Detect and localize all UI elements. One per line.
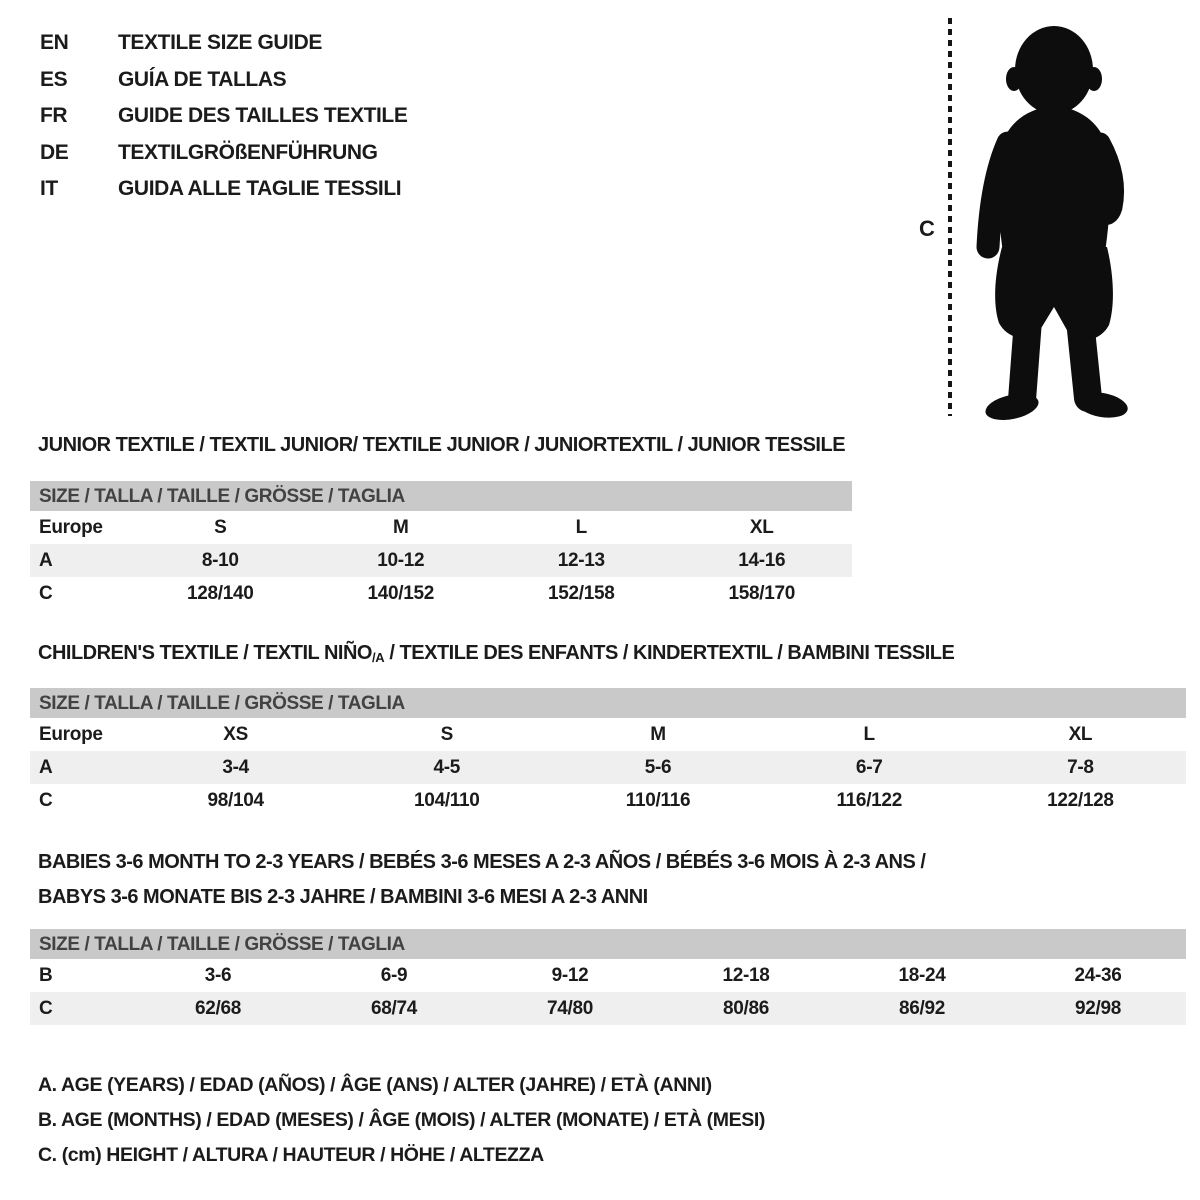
lang-label: GUIDA ALLE TAGLIE TESSILI: [118, 177, 402, 200]
row-label: A: [39, 550, 53, 571]
junior-size-table: [30, 481, 852, 610]
baby-silhouette-icon: [965, 15, 1147, 425]
table-row-height: [30, 577, 852, 610]
table-cell: 116/122: [836, 790, 902, 811]
size-header-bar: SIZE / TALLA / TAILLE / GRÖSSE / TAGLIA: [30, 929, 1186, 959]
table-cell: 8-10: [201, 550, 239, 571]
table-cell: 5-6: [644, 757, 672, 778]
children-title-post: / TEXTILE DES ENFANTS / KINDERTEXTIL / BAMBINI TESSILE: [384, 642, 955, 664]
table-cell: 6-9: [380, 965, 408, 986]
legend-line-b: B. AGE (MONTHS) / EDAD (MESES) / ÂGE (MOIS) / ALTER (MONATE) / ETÀ (MESI): [38, 1109, 765, 1131]
row-label: Europe: [39, 517, 103, 538]
babies-title-line1: BABIES 3-6 MONTH TO 2-3 YEARS / BEBÉS 3-6 MESES A 2-3 AÑOS / BÉBÉS 3-6 MOIS À 2-3 ANS /: [38, 851, 926, 873]
row-label: Europe: [39, 724, 103, 745]
lang-label: GUIDE DES TAILLES TEXTILE: [118, 104, 408, 127]
babies-section-title: [38, 845, 925, 915]
table-cell: 4-5: [433, 757, 461, 778]
lang-row-it: [40, 171, 407, 208]
table-cell: 24-36: [1074, 965, 1122, 986]
language-title-list: [40, 25, 407, 208]
table-cell: 74/80: [546, 998, 594, 1019]
table-cell: 158/170: [728, 583, 796, 604]
lang-label: GUÍA DE TALLAS: [118, 67, 287, 91]
table-cell: 7-8: [1067, 757, 1094, 778]
lang-code: IT: [40, 177, 58, 200]
table-row-age: [30, 751, 1186, 784]
table-cell: XL: [749, 517, 774, 538]
table-cell: 80/86: [722, 998, 770, 1019]
height-measure-label: C: [919, 216, 935, 241]
baby-figure-block: [905, 10, 1155, 425]
table-cell: 10-12: [377, 550, 425, 571]
lang-row-de: [40, 135, 407, 172]
table-cell: 86/92: [898, 998, 946, 1019]
table-row-height: [30, 784, 1186, 817]
table-row-height: [30, 992, 1186, 1025]
table-cell: M: [392, 517, 409, 538]
babies-size-table: [30, 929, 1186, 1025]
row-label: A: [39, 757, 53, 778]
size-header-bar: SIZE / TALLA / TAILLE / GRÖSSE / TAGLIA: [30, 688, 1186, 718]
table-cell: 152/158: [547, 583, 615, 604]
table-cell: 6-7: [855, 757, 883, 778]
table-cell: 68/74: [370, 998, 418, 1019]
table-cell: XS: [223, 724, 248, 745]
table-cell: L: [575, 517, 587, 538]
table-cell: 122/128: [1047, 790, 1114, 811]
children-section-title: [38, 642, 954, 665]
legend-block: [38, 1068, 765, 1173]
table-cell: 140/152: [367, 583, 435, 604]
legend-line-c: C. (cm) HEIGHT / ALTURA / HAUTEUR / HÖHE / ALTEZZA: [38, 1144, 544, 1166]
lang-code: FR: [40, 104, 68, 127]
table-cell: 3-4: [222, 757, 249, 778]
lang-row-en: [40, 25, 407, 62]
children-size-table: [30, 688, 1186, 817]
table-cell: L: [863, 724, 875, 745]
table-row-europe: [30, 511, 852, 544]
table-cell: 12-18: [722, 965, 770, 986]
table-row-age: [30, 544, 852, 577]
table-cell: S: [440, 724, 453, 745]
babies-title-line2: BABYS 3-6 MONATE BIS 2-3 JAHRE / BAMBINI 3-6 MESI A 2-3 ANNI: [38, 886, 648, 908]
row-label: B: [39, 965, 53, 986]
table-cell: XL: [1068, 724, 1093, 745]
table-cell: 128/140: [186, 583, 254, 604]
table-cell: 98/104: [207, 790, 264, 811]
table-cell: 62/68: [194, 998, 242, 1019]
children-title-sub: /A: [371, 650, 385, 665]
table-cell: 92/98: [1074, 998, 1122, 1019]
table-cell: 14-16: [738, 550, 786, 571]
table-cell: 12-13: [557, 550, 605, 571]
lang-code: DE: [40, 140, 69, 164]
table-cell: 18-24: [898, 965, 946, 986]
table-cell: M: [650, 724, 666, 745]
junior-section-title: JUNIOR TEXTILE / TEXTIL JUNIOR/ TEXTILE JUNIOR / JUNIORTEXTIL / JUNIOR TESSILE: [38, 434, 846, 456]
height-measure-line: [948, 18, 952, 416]
row-label: C: [39, 790, 53, 811]
row-label: C: [39, 583, 53, 604]
lang-label: TEXTILGRÖßENFÜHRUNG: [118, 140, 378, 164]
table-row-age-months: [30, 959, 1186, 992]
table-cell: 9-12: [551, 965, 589, 986]
table-cell: 110/116: [625, 790, 691, 811]
lang-code: ES: [40, 67, 68, 91]
lang-code: EN: [40, 31, 69, 54]
lang-row-es: [40, 62, 407, 99]
table-cell: 3-6: [204, 965, 232, 986]
row-label: C: [39, 998, 53, 1019]
lang-row-fr: [40, 98, 407, 135]
table-cell: 104/110: [414, 790, 480, 811]
children-title-pre: CHILDREN'S TEXTILE / TEXTIL NIÑO: [38, 642, 372, 664]
lang-label: TEXTILE SIZE GUIDE: [118, 31, 322, 54]
table-row-europe: [30, 718, 1186, 751]
legend-line-a: A. AGE (YEARS) / EDAD (AÑOS) / ÂGE (ANS) / ALTER (JAHRE) / ETÀ (ANNI): [38, 1074, 712, 1096]
size-header-bar: SIZE / TALLA / TAILLE / GRÖSSE / TAGLIA: [30, 481, 852, 511]
table-cell: S: [214, 517, 227, 538]
